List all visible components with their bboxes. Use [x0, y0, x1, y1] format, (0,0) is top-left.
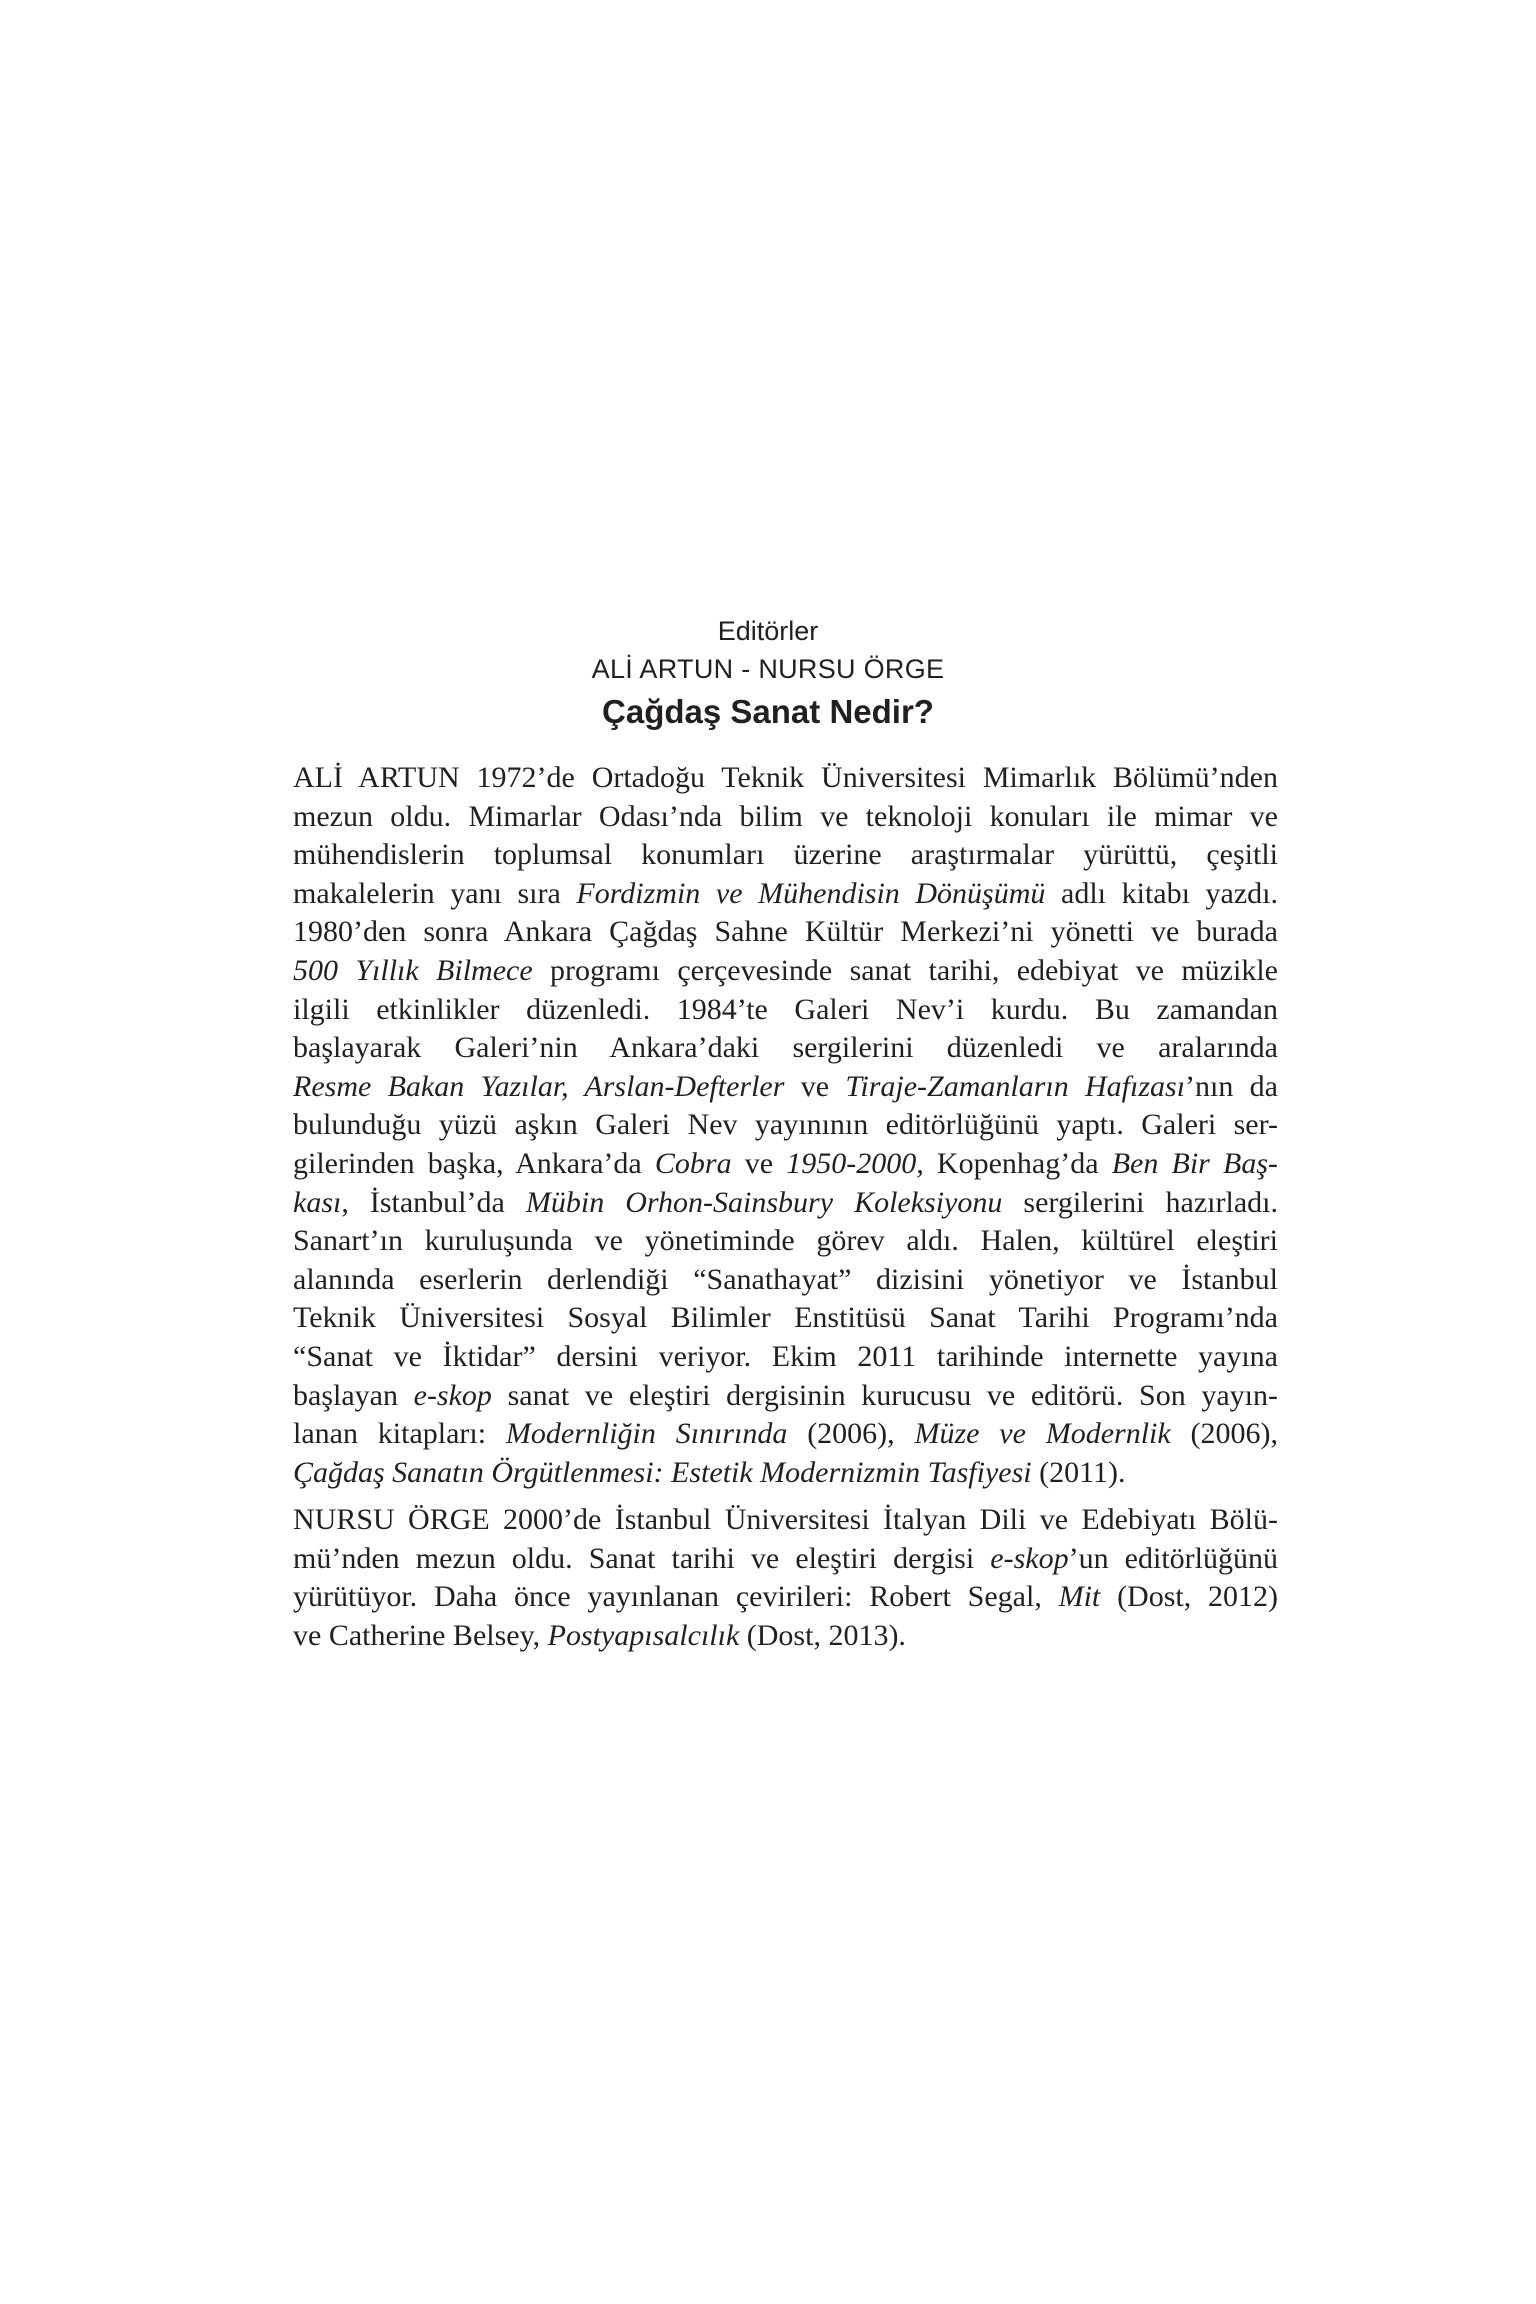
text-run: mühendislerin toplumsal konumları üzerine araştırmalar yürüttü, çeşitli — [293, 838, 1278, 872]
text-run: sanat ve eleştiri dergisinin kurucusu ve editörü. Son yayın- — [491, 1378, 1278, 1412]
italic-title-run: Modernliğin Sınırında — [505, 1417, 788, 1451]
italic-title-run: Müze ve Modernlik — [914, 1417, 1171, 1451]
text-run: (2006), — [787, 1417, 915, 1451]
text-run: başlayarak Galeri’nin Ankara’daki sergilerini düzenledi ve aralarında — [293, 1031, 1278, 1065]
text-line — [293, 991, 1278, 1030]
italic-title-run: kası — [293, 1185, 342, 1219]
text-line — [293, 759, 1278, 798]
bio-nursu-orge — [293, 1501, 1278, 1655]
text-run: ALİ ARTUN 1972’de Ortadoğu Teknik Üniversitesi Mimarlık Bölümü’nden — [293, 761, 1278, 794]
text-line — [293, 1617, 1278, 1656]
bio-ali-artun — [293, 759, 1278, 1492]
text-line — [293, 1578, 1278, 1617]
text-run: “Sanat ve İktidar” dersini veriyor. Ekim 2011 tarihinde internette yayına — [293, 1339, 1278, 1373]
text-line — [293, 1145, 1278, 1184]
text-line — [293, 1415, 1278, 1454]
text-run: NURSU ÖRGE 2000’de İstanbul Üniversitesi İtalyan Dili ve Edebiyatı Bölü- — [293, 1503, 1278, 1536]
text-run: ve Catherine Belsey, — [293, 1618, 548, 1652]
text-run: gilerinden başka, Ankara’da — [293, 1146, 655, 1180]
text-line — [293, 1501, 1278, 1540]
italic-title-run: 1950-2000, — [786, 1146, 924, 1180]
text-run: lanan kitapları: — [293, 1417, 506, 1451]
text-line — [293, 1338, 1278, 1377]
text-line — [293, 1068, 1278, 1107]
text-line — [293, 875, 1278, 914]
text-run: Teknik Üniversitesi Sosyal Bilimler Enstitüsü Sanat Tarihi Programı’nda — [293, 1301, 1278, 1335]
text-run: (2006), — [1170, 1417, 1278, 1451]
text-run: Kopenhag’da — [923, 1146, 1112, 1180]
italic-title-run: Ben Bir Baş- — [1111, 1146, 1278, 1180]
text-line — [293, 1106, 1278, 1145]
editors-label: Editörler — [717, 616, 819, 646]
text-line — [293, 1222, 1278, 1261]
title-block — [0, 612, 1536, 734]
text-run: başlayan — [293, 1378, 414, 1412]
authors-line: ALİ ARTUN - NURSU ÖRGE — [591, 654, 945, 684]
italic-title-run: Çağdaş Sanatın Örgütlenmesi: Estetik Modernizmin Tasfiyesi — [293, 1455, 1032, 1489]
italic-title-run: Tiraje-Zamanların Hafızası — [845, 1069, 1186, 1103]
text-run: makalelerin yanı sıra — [293, 876, 577, 910]
text-run: ’un editörlüğünü — [1068, 1541, 1278, 1575]
text-line — [293, 1454, 1278, 1493]
text-run: ’nın da — [1185, 1069, 1278, 1103]
text-line — [293, 798, 1278, 837]
text-line — [293, 1261, 1278, 1300]
text-run: (Dost, 2012) — [1100, 1580, 1279, 1614]
italic-title-run: Resme Bakan Yazılar, Arslan-Defterler — [293, 1069, 785, 1103]
italic-title-run: Cobra — [654, 1146, 732, 1180]
italic-title-run: Postyapısalcılık — [547, 1618, 740, 1652]
text-run: programı çerçevesinde sanat tarihi, edebiyat ve müzikle — [532, 953, 1278, 987]
text-line — [293, 1184, 1278, 1223]
text-run: ve — [784, 1069, 846, 1103]
italic-title-run: Mübin Orhon-Sainsbury Koleksiyonu — [525, 1185, 1003, 1219]
book-title: Çağdaş Sanat Nedir? — [602, 693, 934, 730]
text-run: mü’nden mezun oldu. Sanat tarihi ve eleştiri dergisi — [293, 1541, 991, 1575]
text-run: Sanart’ın kuruluşunda ve yönetiminde görev aldı. Halen, kültürel eleştiri — [293, 1224, 1278, 1258]
text-run: sergilerini hazırladı. — [1002, 1185, 1278, 1219]
text-run: mezun oldu. Mimarlar Odası’nda bilim ve teknoloji konuları ile mimar ve — [293, 799, 1278, 833]
text-run: ilgili etkinlikler düzenledi. 1984’te Galeri Nev’i kurdu. Bu zamandan — [293, 992, 1278, 1026]
text-run: (Dost, 2013). — [739, 1618, 906, 1652]
italic-title-run: e-skop — [990, 1541, 1069, 1575]
text-run: bulunduğu yüzü aşkın Galeri Nev yayınının editörlüğünü yaptı. Galeri ser- — [293, 1108, 1278, 1142]
text-run: yürütüyor. Daha önce yayınlanan çevirileri: Robert Segal, — [293, 1580, 1059, 1614]
text-line — [293, 836, 1278, 875]
text-line — [293, 952, 1278, 991]
text-run: 1980’den sonra Ankara Çağdaş Sahne Kültür Merkezi’ni yönetti ve burada — [293, 915, 1278, 949]
text-line — [293, 1377, 1278, 1416]
italic-title-run: e-skop — [413, 1378, 492, 1412]
text-line — [293, 1029, 1278, 1068]
text-run: (2011). — [1031, 1455, 1126, 1489]
italic-title-run: Mit — [1058, 1580, 1101, 1614]
text-run: , İstanbul’da — [341, 1185, 526, 1219]
italic-title-run: Fordizmin ve Mühendisin Dönüşümü — [576, 876, 1046, 910]
text-line — [293, 913, 1278, 952]
text-run: ve — [731, 1146, 787, 1180]
text-run: adlı kitabı yazdı. — [1045, 876, 1279, 910]
text-line — [293, 1540, 1278, 1579]
text-run: alanında eserlerin derlendiği “Sanathayat” dizisini yönetiyor ve İstanbul — [293, 1262, 1278, 1296]
text-line — [293, 1299, 1278, 1338]
italic-title-run: 500 Yıllık Bilmece — [293, 953, 533, 987]
